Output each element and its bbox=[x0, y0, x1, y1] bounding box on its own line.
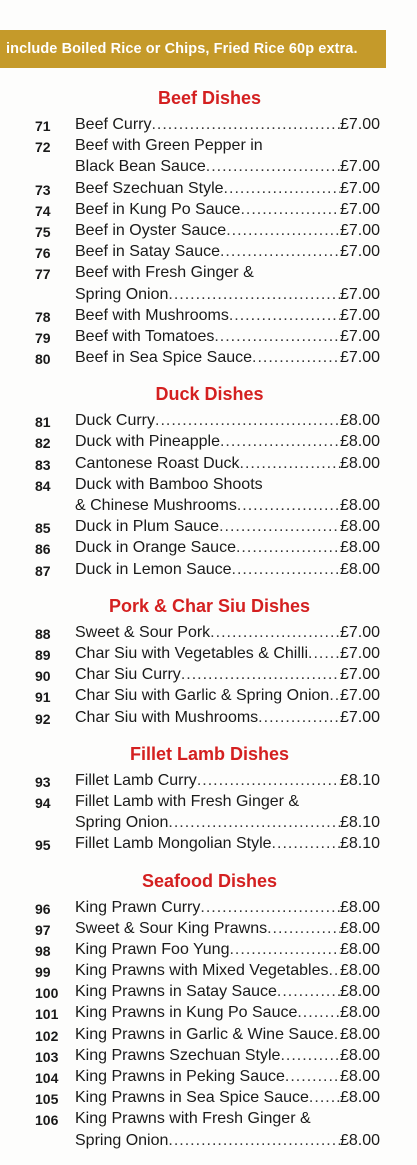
menu-item bbox=[0, 709, 417, 730]
item-name: King Prawns in Peking Sauce bbox=[75, 1068, 285, 1085]
section-title: Duck Dishes bbox=[155, 384, 264, 405]
item-price: £8.00 bbox=[339, 560, 380, 578]
dot-leader bbox=[210, 624, 340, 645]
item-price: £8.00 bbox=[339, 919, 380, 937]
dot-leader bbox=[277, 983, 340, 1004]
menu-item bbox=[0, 1026, 417, 1047]
item-price: £8.00 bbox=[339, 940, 380, 958]
dot-leader bbox=[200, 899, 340, 920]
menu-note-banner: include Boiled Rice or Chips, Fried Rice 60p extra. bbox=[0, 30, 386, 68]
menu-section bbox=[0, 740, 417, 857]
item-name: Fillet Lamb Mongolian Style bbox=[75, 835, 272, 853]
menu-item bbox=[0, 666, 417, 687]
item-name: Duck with Pineapple bbox=[75, 433, 220, 451]
item-price: £8.00 bbox=[339, 1046, 380, 1064]
item-price: £7.00 bbox=[339, 708, 380, 726]
item-price: £7.00 bbox=[339, 327, 380, 345]
item-name: Beef in Sea Spice Sauce bbox=[75, 349, 253, 367]
item-price: £8.00 bbox=[339, 1068, 380, 1085]
item-name: King Prawn Curry bbox=[75, 898, 201, 916]
item-number: 91 bbox=[35, 689, 51, 706]
item-price: £8.00 bbox=[339, 518, 380, 536]
dot-leader bbox=[151, 116, 339, 137]
dot-leader bbox=[252, 349, 340, 370]
item-number: 93 bbox=[35, 773, 51, 790]
dot-leader bbox=[220, 243, 340, 264]
dot-leader bbox=[267, 920, 340, 941]
menu-item bbox=[0, 243, 417, 264]
menu-item bbox=[0, 1068, 417, 1089]
item-number: 75 bbox=[35, 223, 51, 240]
item-price: £8.00 bbox=[339, 1025, 380, 1043]
dot-leader bbox=[168, 1132, 340, 1153]
item-price: £7.00 bbox=[339, 644, 380, 662]
item-number: 100 bbox=[35, 985, 59, 1002]
item-number: 101 bbox=[35, 1006, 59, 1023]
menu-item bbox=[0, 1047, 417, 1068]
dot-leader bbox=[220, 433, 340, 454]
dot-leader bbox=[229, 941, 339, 962]
item-name: Spring Onion bbox=[75, 285, 169, 303]
item-name: Beef Szechuan Style bbox=[75, 179, 224, 197]
item-price: £8.00 bbox=[339, 1131, 380, 1149]
dot-leader bbox=[155, 412, 340, 433]
item-name: & Chinese Mushrooms bbox=[75, 497, 237, 515]
item-number: 92 bbox=[35, 710, 51, 727]
menu-item bbox=[0, 962, 417, 983]
section-title: Beef Dishes bbox=[157, 88, 262, 108]
menu-section bbox=[0, 592, 417, 730]
menu-item bbox=[0, 624, 417, 645]
menu-item bbox=[0, 899, 417, 920]
item-name: Duck in Orange Sauce bbox=[75, 539, 236, 557]
dot-leader bbox=[258, 709, 340, 730]
item-price: £7.00 bbox=[339, 349, 380, 367]
item-price: £7.00 bbox=[339, 623, 380, 641]
item-price: £8.00 bbox=[339, 412, 380, 430]
item-price: £8.10 bbox=[339, 771, 380, 789]
menu-item bbox=[0, 518, 417, 539]
menu-item bbox=[0, 116, 417, 137]
menu-item bbox=[0, 433, 417, 454]
item-price: £8.00 bbox=[339, 1089, 380, 1107]
item-number: 85 bbox=[35, 520, 51, 537]
item-name: Beef with Mushrooms bbox=[75, 306, 229, 324]
item-price: £7.00 bbox=[339, 666, 380, 684]
dot-leader bbox=[168, 814, 340, 835]
menu-section bbox=[0, 84, 417, 370]
dot-leader bbox=[285, 1068, 340, 1089]
menu-item bbox=[0, 1004, 417, 1025]
item-name: Char Siu with Garlic & Spring Onion bbox=[75, 687, 330, 705]
menu-item bbox=[0, 1110, 417, 1152]
item-price: £8.00 bbox=[339, 433, 380, 451]
item-price: £8.00 bbox=[339, 962, 380, 980]
item-number: 84 bbox=[35, 477, 51, 494]
item-number: 72 bbox=[35, 139, 51, 156]
dot-leader bbox=[219, 518, 340, 539]
item-price: £8.10 bbox=[339, 835, 380, 853]
item-name: Beef with Fresh Ginger & bbox=[75, 264, 254, 282]
item-name: Black Bean Sauce bbox=[75, 158, 206, 176]
menu-item bbox=[0, 137, 417, 179]
item-number: 95 bbox=[35, 837, 51, 854]
item-price: £7.00 bbox=[339, 200, 380, 218]
item-price: £8.00 bbox=[339, 983, 380, 1001]
menu-item bbox=[0, 687, 417, 708]
dot-leader bbox=[309, 1089, 340, 1110]
dot-leader bbox=[280, 1047, 340, 1068]
dot-leader bbox=[329, 687, 340, 708]
dot-leader bbox=[229, 307, 340, 328]
section-title: Fillet Lamb Dishes bbox=[129, 743, 290, 764]
menu-item bbox=[0, 264, 417, 306]
item-number: 78 bbox=[35, 308, 51, 325]
menu-item bbox=[0, 412, 417, 433]
item-name: Fillet Lamb with Fresh Ginger & bbox=[75, 792, 300, 810]
item-number: 79 bbox=[35, 329, 51, 346]
menu-item bbox=[0, 941, 417, 962]
menu-item bbox=[0, 476, 417, 518]
item-name: King Prawns in Kung Po Sauce bbox=[75, 1004, 298, 1022]
dot-leader bbox=[226, 222, 340, 243]
item-name: Char Siu with Vegetables & Chilli bbox=[75, 644, 309, 662]
item-price: £7.00 bbox=[339, 306, 380, 324]
item-price: £7.00 bbox=[339, 285, 380, 303]
dot-leader bbox=[206, 158, 340, 179]
item-price: £7.00 bbox=[339, 116, 380, 133]
item-number: 99 bbox=[35, 964, 51, 981]
menu-item bbox=[0, 539, 417, 560]
dot-leader bbox=[237, 497, 340, 518]
dot-leader bbox=[328, 962, 339, 983]
item-name: King Prawns in Sea Spice Sauce bbox=[75, 1089, 309, 1107]
item-number: 80 bbox=[35, 351, 51, 368]
item-name: Char Siu Curry bbox=[75, 666, 181, 684]
item-name: Spring Onion bbox=[75, 814, 169, 832]
item-name: Fillet Lamb Curry bbox=[75, 771, 197, 789]
item-price: £7.00 bbox=[339, 179, 380, 197]
item-price: £7.00 bbox=[339, 221, 380, 239]
item-number: 104 bbox=[35, 1070, 59, 1086]
item-price: £7.00 bbox=[339, 687, 380, 705]
item-name: King Prawns Szechuan Style bbox=[75, 1046, 281, 1064]
item-price: £8.00 bbox=[339, 1004, 380, 1022]
item-name: Duck in Plum Sauce bbox=[75, 518, 220, 536]
item-number: 105 bbox=[35, 1091, 59, 1108]
item-name: Beef with Green Pepper in bbox=[75, 137, 263, 155]
item-name: Sweet & Sour Pork bbox=[75, 623, 211, 641]
menu-item bbox=[0, 328, 417, 349]
item-number: 98 bbox=[35, 942, 51, 959]
item-price: £7.00 bbox=[339, 243, 380, 261]
menu-item bbox=[0, 561, 417, 582]
item-number: 97 bbox=[35, 921, 51, 938]
dot-leader bbox=[232, 561, 340, 582]
item-number: 88 bbox=[35, 625, 51, 642]
menu-item bbox=[0, 793, 417, 835]
menu-item bbox=[0, 349, 417, 370]
item-number: 86 bbox=[35, 541, 51, 558]
item-number: 81 bbox=[35, 414, 51, 431]
item-number: 87 bbox=[35, 562, 51, 579]
item-name: Duck in Lemon Sauce bbox=[75, 560, 232, 578]
dot-leader bbox=[168, 286, 340, 307]
item-number: 102 bbox=[35, 1027, 59, 1044]
item-name: Duck Curry bbox=[75, 412, 156, 430]
dot-leader bbox=[224, 180, 340, 201]
dot-leader bbox=[308, 645, 340, 666]
item-price: £8.00 bbox=[339, 898, 380, 916]
dot-leader bbox=[236, 539, 340, 560]
menu-section bbox=[0, 380, 417, 582]
menu-item bbox=[0, 307, 417, 328]
item-price: £8.10 bbox=[339, 814, 380, 832]
item-number: 71 bbox=[35, 118, 51, 134]
item-number: 74 bbox=[35, 202, 51, 219]
item-name: Beef Curry bbox=[75, 116, 152, 133]
menu-item bbox=[0, 455, 417, 476]
item-name: Beef in Satay Sauce bbox=[75, 243, 220, 261]
item-name: Beef with Tomatoes bbox=[75, 327, 215, 345]
item-number: 94 bbox=[35, 794, 51, 811]
item-name: Beef in Kung Po Sauce bbox=[75, 200, 241, 218]
item-name: Char Siu with Mushrooms bbox=[75, 708, 259, 726]
item-price: £8.00 bbox=[339, 539, 380, 557]
dot-leader bbox=[272, 835, 340, 856]
item-number: 73 bbox=[35, 181, 51, 198]
item-number: 83 bbox=[35, 456, 51, 473]
item-name: King Prawns in Garlic & Wine Sauce bbox=[75, 1025, 334, 1043]
item-number: 96 bbox=[35, 900, 51, 917]
menu-item bbox=[0, 201, 417, 222]
item-number: 77 bbox=[35, 266, 51, 283]
dot-leader bbox=[297, 1004, 340, 1025]
item-number: 103 bbox=[35, 1048, 59, 1065]
item-name: Sweet & Sour King Prawns bbox=[75, 919, 268, 937]
dot-leader bbox=[181, 666, 340, 687]
item-price: £8.00 bbox=[339, 454, 380, 472]
item-number: 90 bbox=[35, 668, 51, 685]
item-name: Cantonese Roast Duck bbox=[75, 454, 240, 472]
dot-leader bbox=[214, 328, 340, 349]
item-name: Spring Onion bbox=[75, 1131, 169, 1149]
section-title: Pork & Char Siu Dishes bbox=[108, 595, 311, 616]
item-price: £7.00 bbox=[339, 158, 380, 176]
menu-item bbox=[0, 772, 417, 793]
item-name: King Prawn Foo Yung bbox=[75, 940, 230, 958]
item-name: Duck with Bamboo Shoots bbox=[75, 475, 263, 493]
menu-item bbox=[0, 180, 417, 201]
section-title: Seafood Dishes bbox=[141, 870, 278, 891]
item-price: £8.00 bbox=[339, 497, 380, 515]
item-number: 106 bbox=[35, 1112, 59, 1129]
dot-leader bbox=[240, 201, 340, 222]
dot-leader bbox=[240, 455, 340, 476]
item-name: Beef in Oyster Sauce bbox=[75, 221, 227, 239]
menu-item bbox=[0, 920, 417, 941]
item-name: King Prawns with Fresh Ginger & bbox=[75, 1110, 311, 1128]
item-name: King Prawns with Mixed Vegetables bbox=[75, 962, 329, 980]
item-number: 76 bbox=[35, 245, 51, 262]
menu-item bbox=[0, 1089, 417, 1110]
menu-item bbox=[0, 983, 417, 1004]
menu-item bbox=[0, 222, 417, 243]
dot-leader bbox=[197, 772, 340, 793]
item-number: 89 bbox=[35, 646, 51, 663]
item-name: King Prawns in Satay Sauce bbox=[75, 983, 277, 1001]
item-number: 82 bbox=[35, 435, 51, 452]
menu-item bbox=[0, 645, 417, 666]
menu-section bbox=[0, 867, 417, 1153]
menu-item bbox=[0, 835, 417, 856]
menu-list bbox=[0, 84, 417, 1153]
